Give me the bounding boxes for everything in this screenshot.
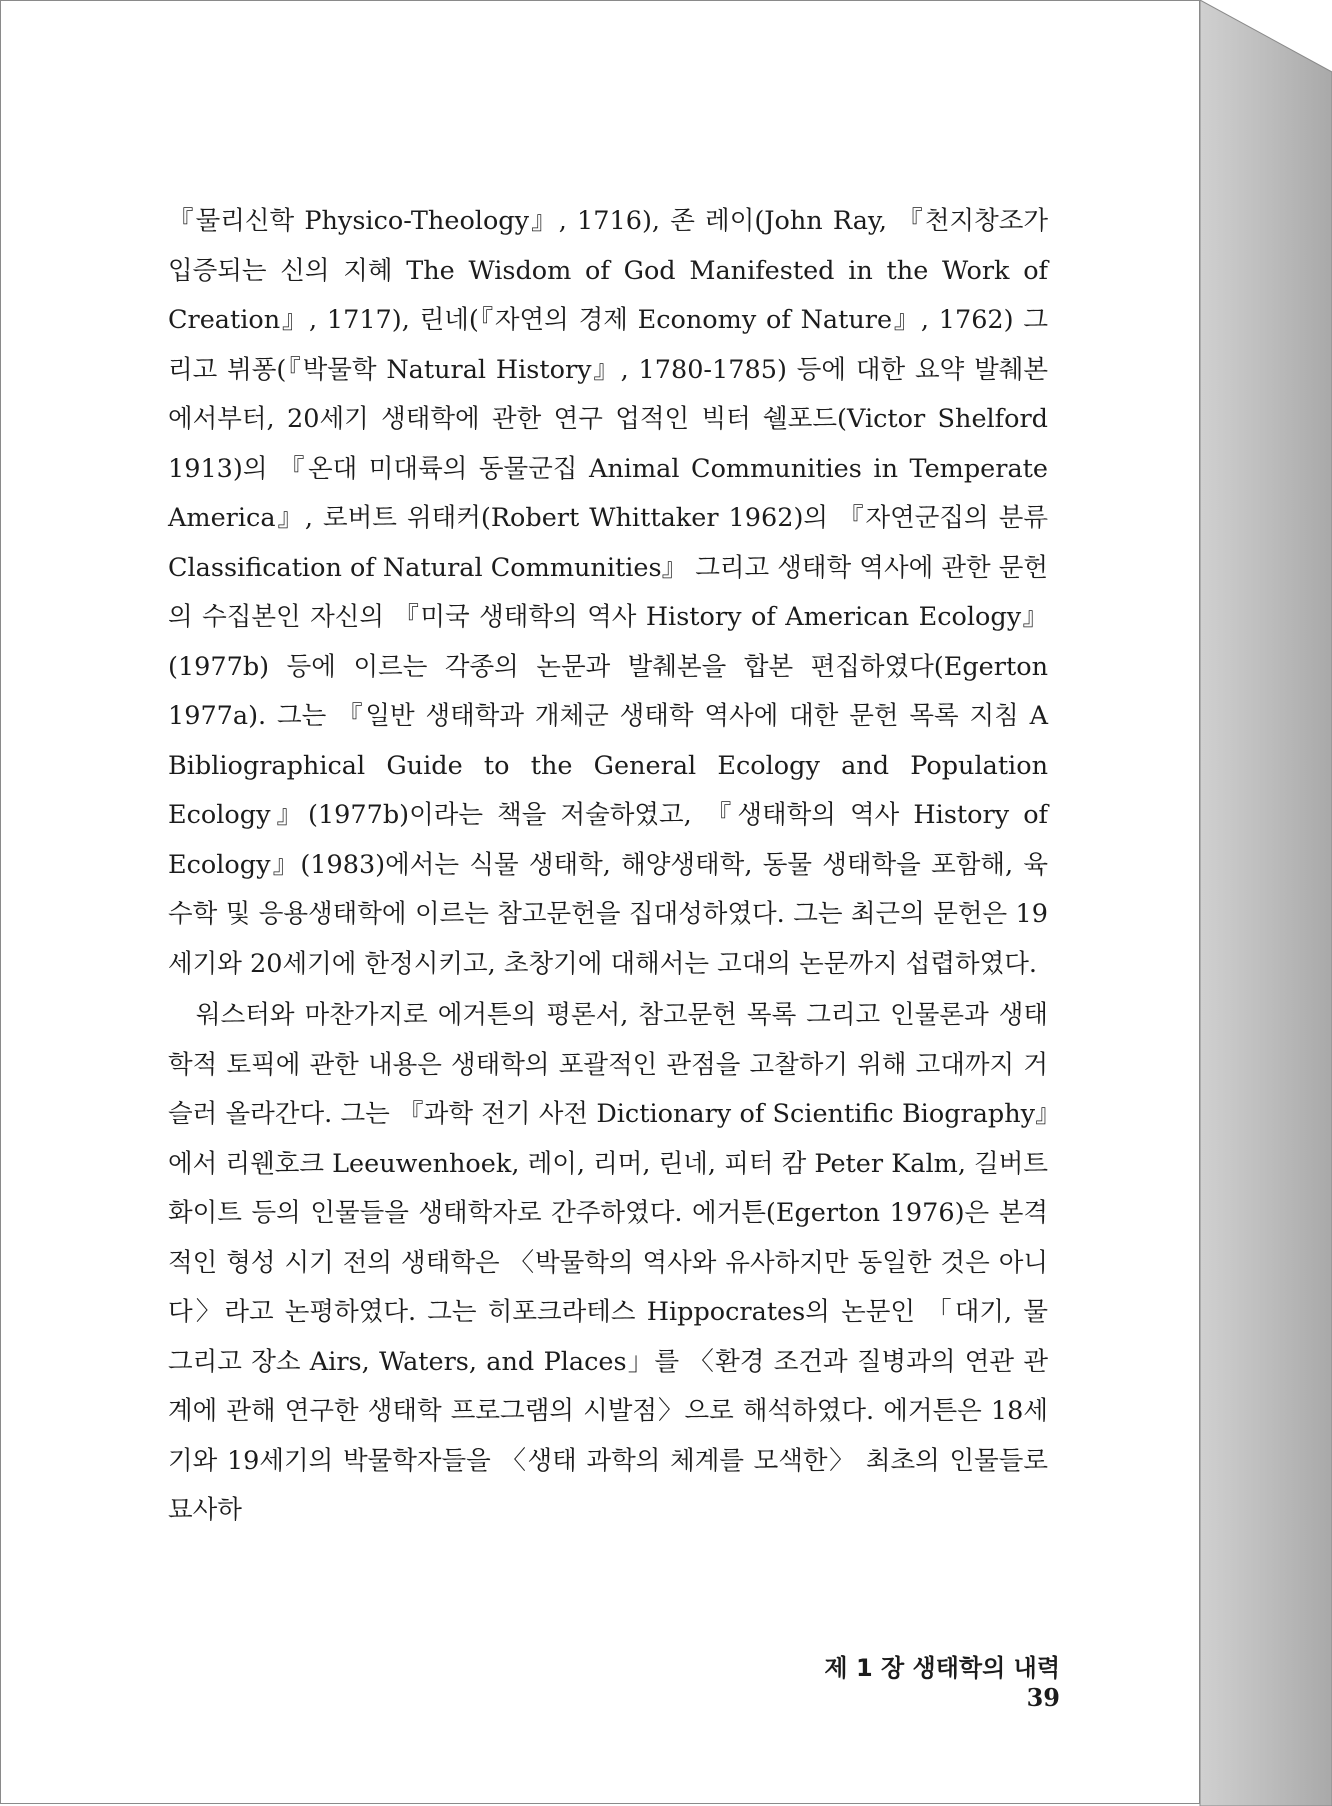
page-number: 39 [1026, 1683, 1060, 1712]
paragraph-2: 워스터와 마찬가지로 에거튼의 평론서, 참고문헌 목록 그리고 인물론과 생태학적 토픽에 관한 내용은 생태학의 포괄적인 관점을 고찰하기 위해 고대까지 거슬러 올라간다. 그는 『과학 전기 사전 Dictionary of Scientific Biography』에서 리웬호크 Leeuwenhoek, 레이, 리머, 린네, 피터 캄 Peter Kalm, 길버트 화이트 등의 인물들을 생태학자로 간주하였다. 에거튼(Egerton 1976)은 본격적인 형성 시기 전의 생태학은 〈박물학의 역사와 유사하지만 동일한 것은 아니다〉라고 논평하였다. 그는 히포크라테스 Hippocrates의 논문인 「대기, 물 그리고 장소 Airs, Waters, and Places」를 〈환경 조건과 질병과의 연관 관계에 관해 연구한 생태학 프로그램의 시발점〉으로 해석하였다. 에거튼은 18세기와 19세기의 박물학자들을 〈생태 과학의 체계를 모색한〉 최초의 인물들로 묘사하 [168, 1000, 1048, 1525]
body-text [168, 197, 1048, 1536]
chapter-title: 제 1 장 생태학의 내력 [824, 1654, 1060, 1682]
running-footer [780, 1648, 1060, 1712]
paragraph-1: 『물리신학 Physico-Theology』, 1716), 존 레이(John Ray, 『천지창조가 입증되는 신의 지혜 The Wisdom of God Manifested in the Work of Creation』, 1717), 린네(『자연의 경제 Economy of Nature』, 1762) 그리고 뷔퐁(『박물학 Natural History』, 1780-1785) 등에 대한 요약 발췌본에서부터, 20세기 생태학에 관한 연구 업적인 빅터 쉘포드(Victor Shelford 1913)의 『온대 미대륙의 동물군집 Animal Communities in Temperate America』, 로버트 위태커(Robert Whittaker 1962)의 『자연군집의 분류 Classification of Natural Communities』 그리고 생태학 역사에 관한 문헌의 수집본인 자신의 『미국 생태학의 역사 History of American Ecology』(1977b) 등에 이르는 각종의 논문과 발췌본을 합본 편집하였다(Egerton 1977a). 그는 『일반 생태학과 개체군 생태학 역사에 대한 문헌 목록 지침 A Bibliographical Guide to the General Ecology and Population Ecology』(1977b)이라는 책을 저술하였고, 『생태학의 역사 History of Ecology』(1983)에서는 식물 생태학, 해양생태학, 동물 생태학을 포함해, 육수학 및 응용생태학에 이르는 참고문헌을 집대성하였다. 그는 최근의 문헌은 19세기와 20세기에 한정시키고, 초창기에 대해서는 고대의 논문까지 섭렵하였다. [168, 206, 1048, 979]
